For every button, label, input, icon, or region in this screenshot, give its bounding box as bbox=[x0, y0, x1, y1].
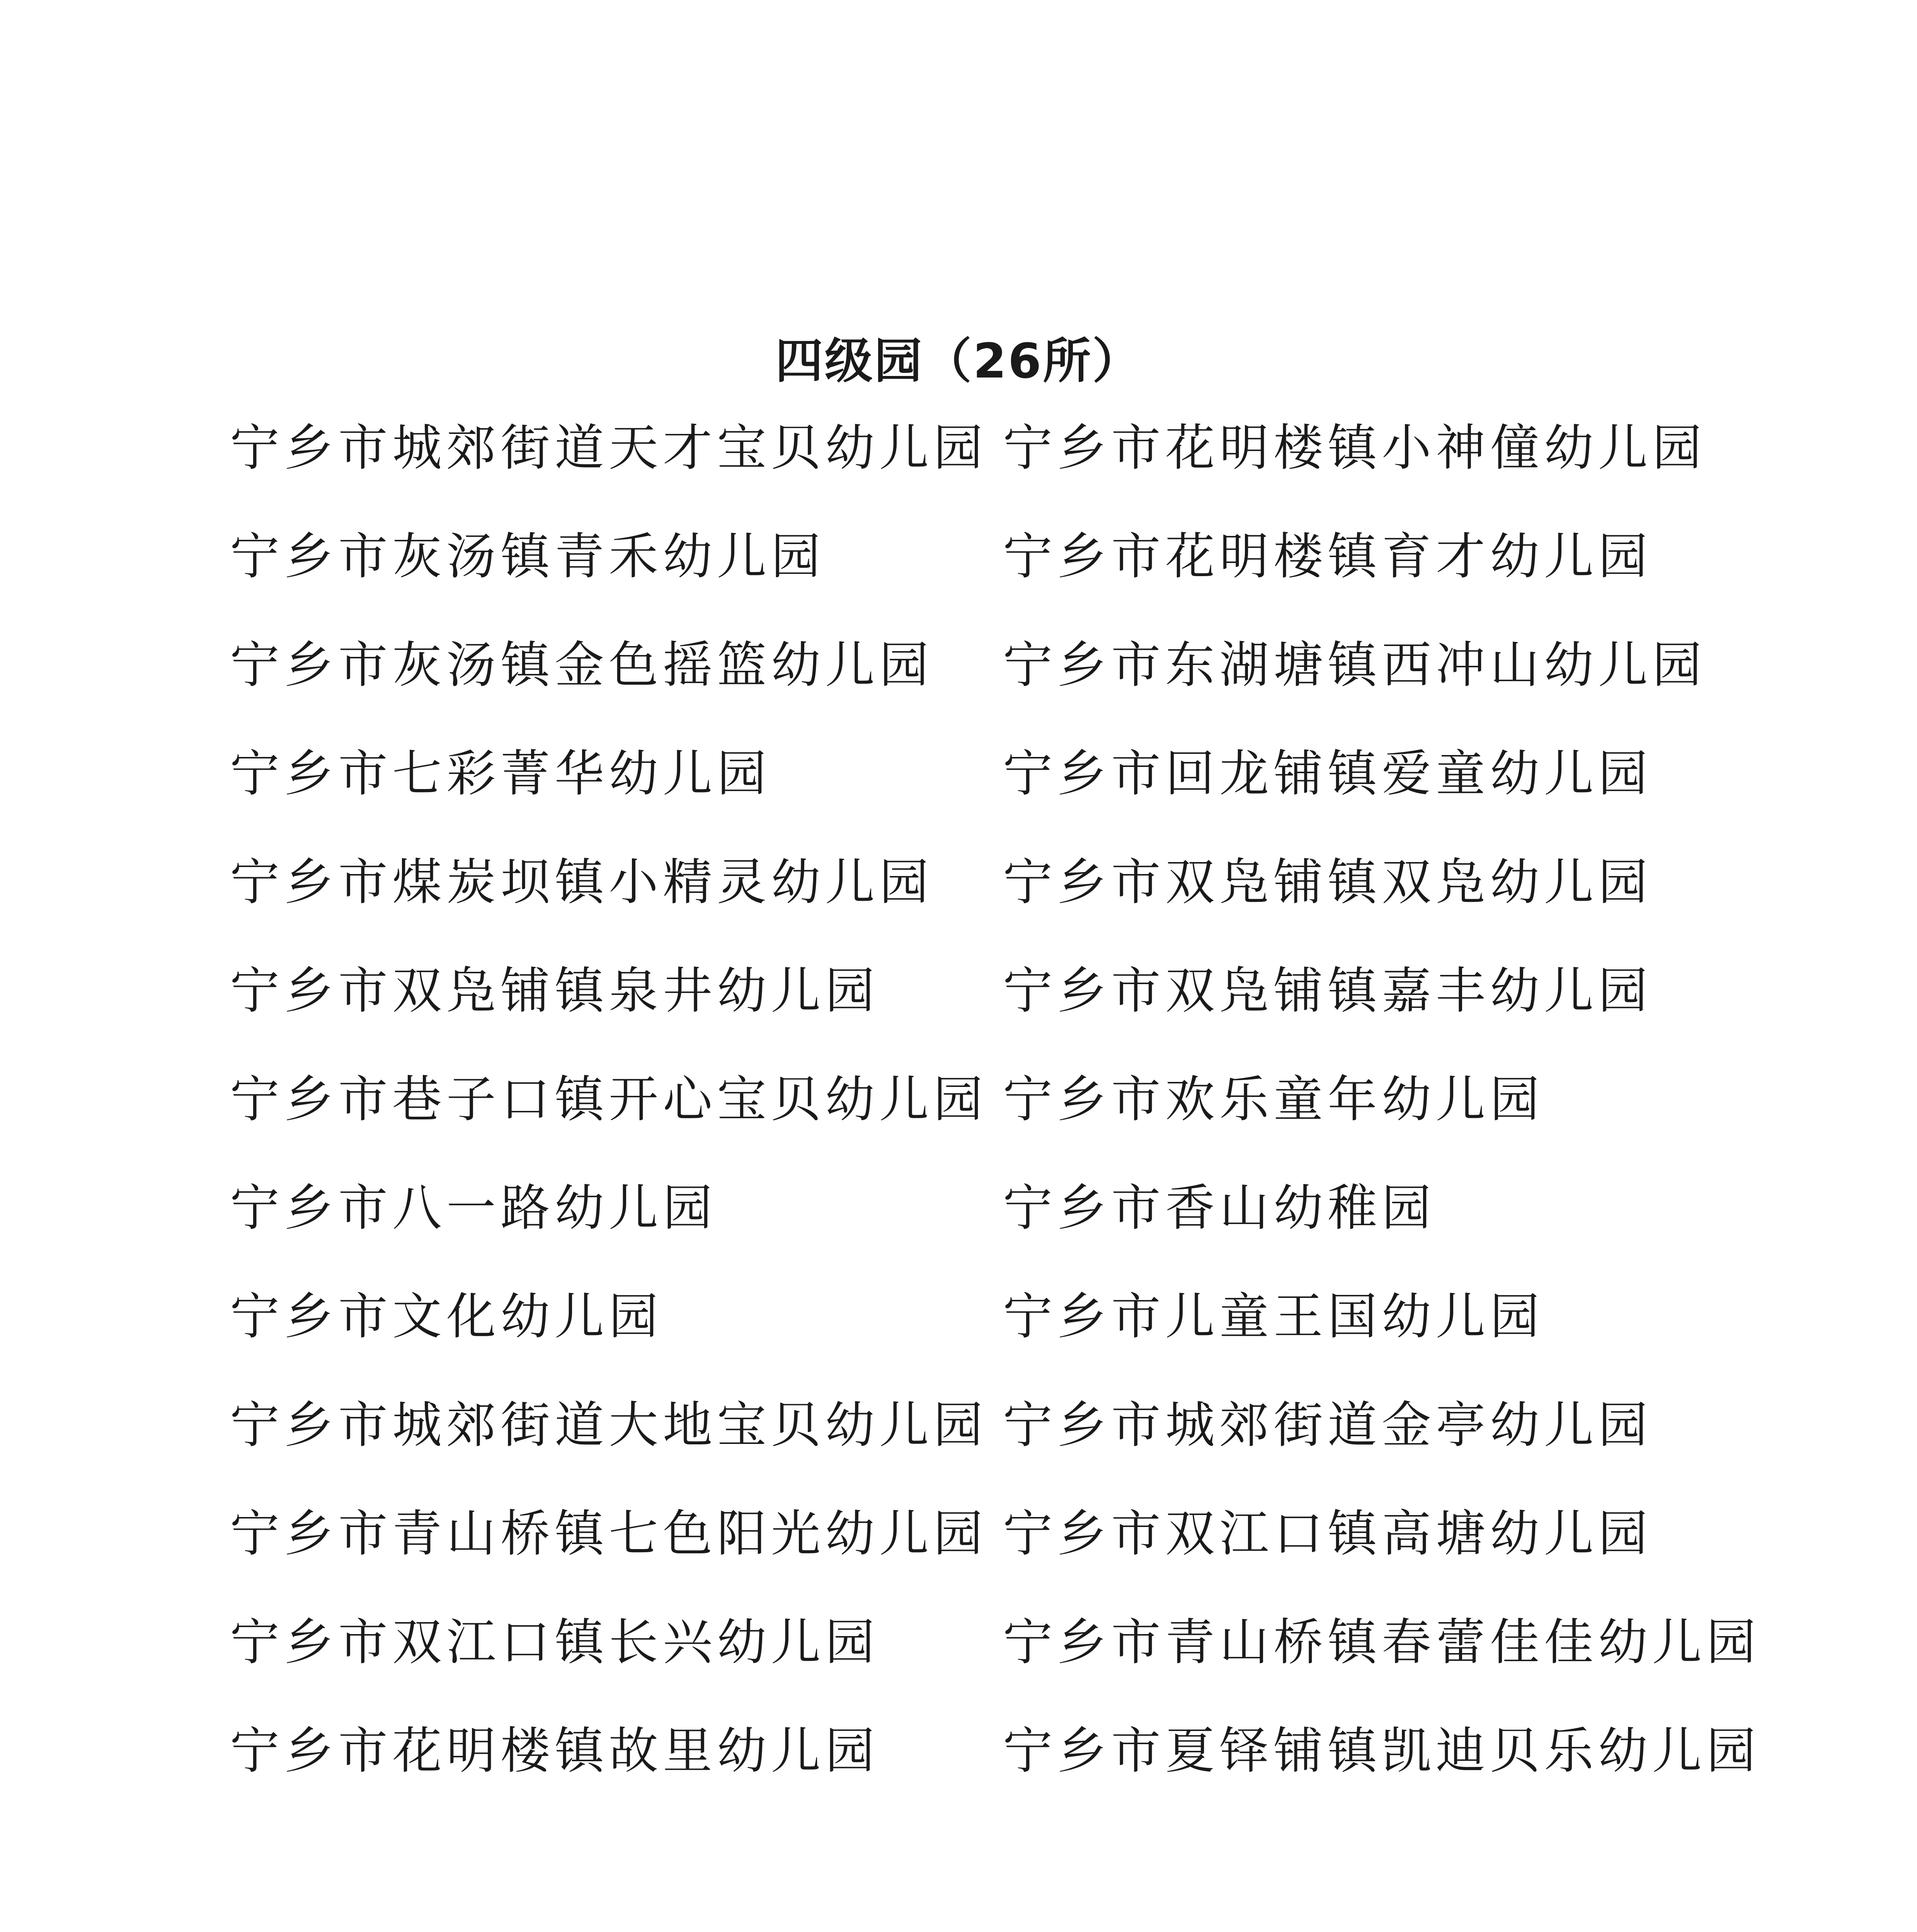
list-item: 宁乡市城郊街道金亭幼儿园 bbox=[1003, 1396, 1653, 1454]
list-item: 宁乡市城郊街道大地宝贝幼儿园 bbox=[230, 1396, 988, 1454]
list-item: 宁乡市青山桥镇七色阳光幼儿园 bbox=[230, 1505, 988, 1563]
list-item: 宁乡市夏铎铺镇凯迪贝乐幼儿园 bbox=[1003, 1722, 1761, 1780]
list-item: 宁乡市文化幼儿园 bbox=[230, 1288, 663, 1345]
list-item: 宁乡市香山幼稚园 bbox=[1003, 1179, 1436, 1237]
list-item: 宁乡市回龙铺镇爱童幼儿园 bbox=[1003, 745, 1653, 803]
list-item: 宁乡市花明楼镇育才幼儿园 bbox=[1003, 528, 1653, 585]
list-item: 宁乡市城郊街道天才宝贝幼儿园 bbox=[230, 419, 988, 477]
list-item: 宁乡市青山桥镇春蕾佳佳幼儿园 bbox=[1003, 1614, 1761, 1671]
list-item: 宁乡市煤炭坝镇小精灵幼儿园 bbox=[230, 854, 934, 911]
list-item: 宁乡市欢乐童年幼儿园 bbox=[1003, 1071, 1544, 1128]
kindergarten-list bbox=[230, 417, 1761, 1829]
list-item: 宁乡市双凫铺镇双凫幼儿园 bbox=[1003, 854, 1653, 911]
list-item: 宁乡市灰汤镇金色摇篮幼儿园 bbox=[230, 636, 934, 694]
list-item: 宁乡市东湖塘镇西冲山幼儿园 bbox=[1003, 636, 1707, 694]
list-item: 宁乡市双江口镇长兴幼儿园 bbox=[230, 1614, 880, 1671]
list-item: 宁乡市七彩菁华幼儿园 bbox=[230, 745, 771, 803]
list-item: 宁乡市双凫铺镇泉井幼儿园 bbox=[230, 962, 880, 1020]
list-item: 宁乡市巷子口镇开心宝贝幼儿园 bbox=[230, 1071, 988, 1128]
list-item: 宁乡市双江口镇高塘幼儿园 bbox=[1003, 1505, 1653, 1563]
list-item: 宁乡市八一路幼儿园 bbox=[230, 1179, 717, 1237]
list-item: 宁乡市花明楼镇小神僮幼儿园 bbox=[1003, 419, 1707, 477]
list-item: 宁乡市花明楼镇故里幼儿园 bbox=[230, 1722, 880, 1780]
section-heading: 四级园（26所） bbox=[775, 333, 1142, 389]
list-item: 宁乡市灰汤镇青禾幼儿园 bbox=[230, 528, 826, 585]
list-item: 宁乡市儿童王国幼儿园 bbox=[1003, 1288, 1544, 1345]
list-item: 宁乡市双凫铺镇嘉丰幼儿园 bbox=[1003, 962, 1653, 1020]
